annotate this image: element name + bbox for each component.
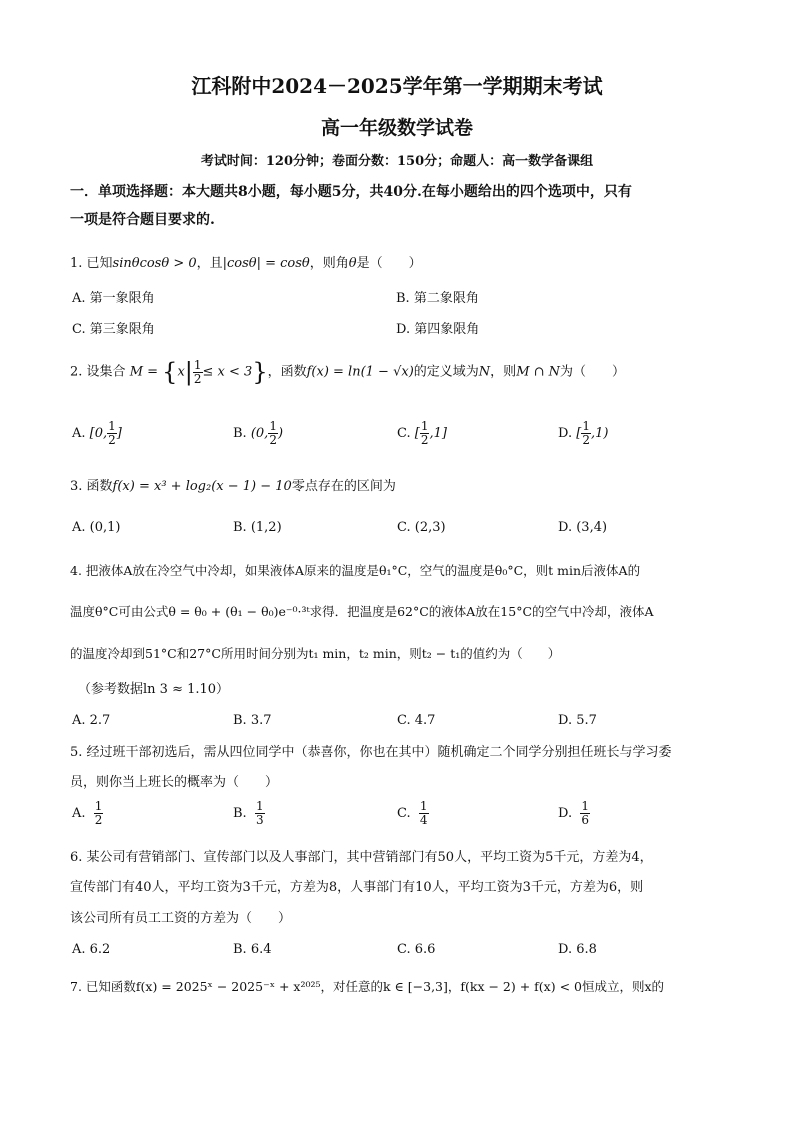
q2-option-c[interactable]: C. [ $\frac{1}{2}$ ,1]	[397, 419, 447, 447]
q2-text-e: 为（ ）	[560, 364, 626, 380]
q2-text-c: 的定义域为	[413, 364, 479, 380]
q6-option-a[interactable]: A. 6.2	[72, 942, 111, 957]
q1-text-c: ，则角	[309, 256, 349, 271]
q2-left-brace: {	[162, 358, 178, 386]
q6-option-b[interactable]: B. 6.4	[233, 942, 272, 957]
q2-set-bar: |	[184, 358, 193, 386]
q1-text-d: 是（ ）	[356, 256, 422, 271]
q2-n: N	[478, 364, 491, 380]
q1-expr2: |cosθ| = cosθ	[222, 256, 310, 271]
q3-option-d[interactable]: D. (3,4)	[558, 520, 608, 535]
exam-subtitle: 高一年级数学试卷	[320, 117, 473, 139]
q3-option-b[interactable]: B. (1,2)	[233, 520, 282, 535]
question-4-ref: （参考数据ln 3 ≈ 1.10）	[78, 682, 230, 697]
q3-expr: f(x) = x³ + log₂(x − 1) − 10	[112, 479, 292, 494]
question-6-line3: 该公司所有员工工资的方差为（ ）	[70, 911, 292, 926]
q2-text-a: 2. 设集合	[70, 364, 126, 380]
q2-option-a[interactable]: A. [0, $\frac{1}{2}$ ]	[72, 419, 122, 447]
q4-option-c[interactable]: C. 4.7	[397, 713, 436, 728]
q2-set-rest: ≤ x < 3	[202, 364, 253, 380]
section-heading-line1: 一．单项选择题：本大题共8小题，每小题5分，共40分.在每小题给出的四个选项中，只有	[70, 184, 632, 200]
question-4-line2: 温度θ°C可由公式θ = θ₀ + (θ₁ − θ₀)e⁻⁰·³ᵗ求得．把温度是62°C的液体A放在15°C的空气中冷却，液体A	[70, 604, 654, 619]
q2-set-var: x	[177, 364, 185, 380]
q2-intersection: M ∩ N	[516, 364, 561, 380]
q3-option-a[interactable]: A. (0,1)	[72, 520, 121, 535]
q4-option-a[interactable]: A. 2.7	[72, 713, 111, 728]
q1-option-a[interactable]: A. 第一象限角	[72, 291, 155, 306]
q1-option-b[interactable]: B. 第二象限角	[396, 291, 479, 306]
question-4-line3: 的温度冷却到51°C和27°C所用时间分别为t₁ min，t₂ min，则t₂ − t₁的值约为（ ）	[70, 646, 561, 661]
q6-option-d[interactable]: D. 6.8	[558, 942, 597, 957]
q5-option-b[interactable]: B. $\frac{1}{3}$	[233, 799, 264, 827]
q5-option-d[interactable]: D. $\frac{1}{6}$	[558, 799, 589, 827]
q2-right-brace: }	[252, 358, 268, 386]
section-heading	[70, 178, 726, 234]
q5-option-c[interactable]: C. $\frac{1}{4}$	[397, 799, 428, 827]
q1-theta: θ	[348, 256, 357, 271]
question-5-line2: 员，则你当上班长的概率为（ ）	[70, 775, 279, 790]
q2-func: f(x) = ln(1 − √x)	[306, 364, 414, 380]
question-6-line2: 宣传部门有40人，平均工资为3千元，方差为8，人事部门有10人，平均工资为3千元，方差为6，则	[70, 880, 644, 895]
q2-text-d: ，则	[490, 364, 517, 380]
q2-text-b: ，函数	[267, 364, 307, 380]
q2-option-d[interactable]: D. [ $\frac{1}{2}$ ,1)	[558, 419, 609, 447]
q2-option-b[interactable]: B. (0, $\frac{1}{2}$ )	[233, 419, 284, 447]
q3-text-a: 3. 函数	[70, 479, 113, 494]
q2-half-fraction: $\frac{1}{2}$	[193, 357, 202, 386]
question-5-line1: 5. 经过班干部初选后，需从四位同学中（恭喜你，你也在其中）随机确定二个同学分别担任班长与学习委	[70, 745, 672, 760]
q1-text-a: 1. 已知	[70, 256, 113, 271]
q4-option-d[interactable]: D. 5.7	[558, 713, 597, 728]
question-2	[70, 356, 730, 389]
question-4-line1: 4. 把液体A放在冷空气中冷却，如果液体A原来的温度是θ₁°C，空气的温度是θ₀°C，则t min后液体A的	[70, 563, 641, 578]
q6-option-c[interactable]: C. 6.6	[397, 942, 436, 957]
q5-option-a[interactable]: A. $\frac{1}{2}$	[72, 799, 103, 827]
question-3	[70, 478, 730, 496]
q1-option-c[interactable]: C. 第三象限角	[72, 322, 155, 337]
q3-option-c[interactable]: C. (2,3)	[397, 520, 446, 535]
q1-option-d[interactable]: D. 第四象限角	[396, 322, 480, 337]
q3-text-b: 零点存在的区间为	[291, 479, 396, 494]
exam-meta: 考试时间：120分钟；卷面分数：150分；命题人：高一数学备课组	[200, 154, 594, 169]
question-6-line1: 6. 某公司有营销部门、宣传部门以及人事部门，其中营销部门有50人，平均工资为5千元，方差为4，	[70, 850, 653, 865]
question-1	[70, 255, 730, 273]
q1-text-b: ，且	[196, 256, 223, 271]
question-7-line1: 7. 已知函数f(x) = 2025ˣ − 2025⁻ˣ + x²⁰²⁵，对任意的k ∈ [−3,3]，f(kx − 2) + f(x) < 0恒成立，则x的	[70, 979, 665, 994]
q2-set-lhs: M =	[129, 364, 163, 380]
section-heading-line2: 一项是符合题目要求的.	[70, 212, 215, 228]
exam-title: 江科附中2024－2025学年第一学期期末考试	[191, 74, 603, 98]
q4-option-b[interactable]: B. 3.7	[233, 713, 272, 728]
q1-expr1: sinθcosθ > 0	[112, 256, 197, 271]
